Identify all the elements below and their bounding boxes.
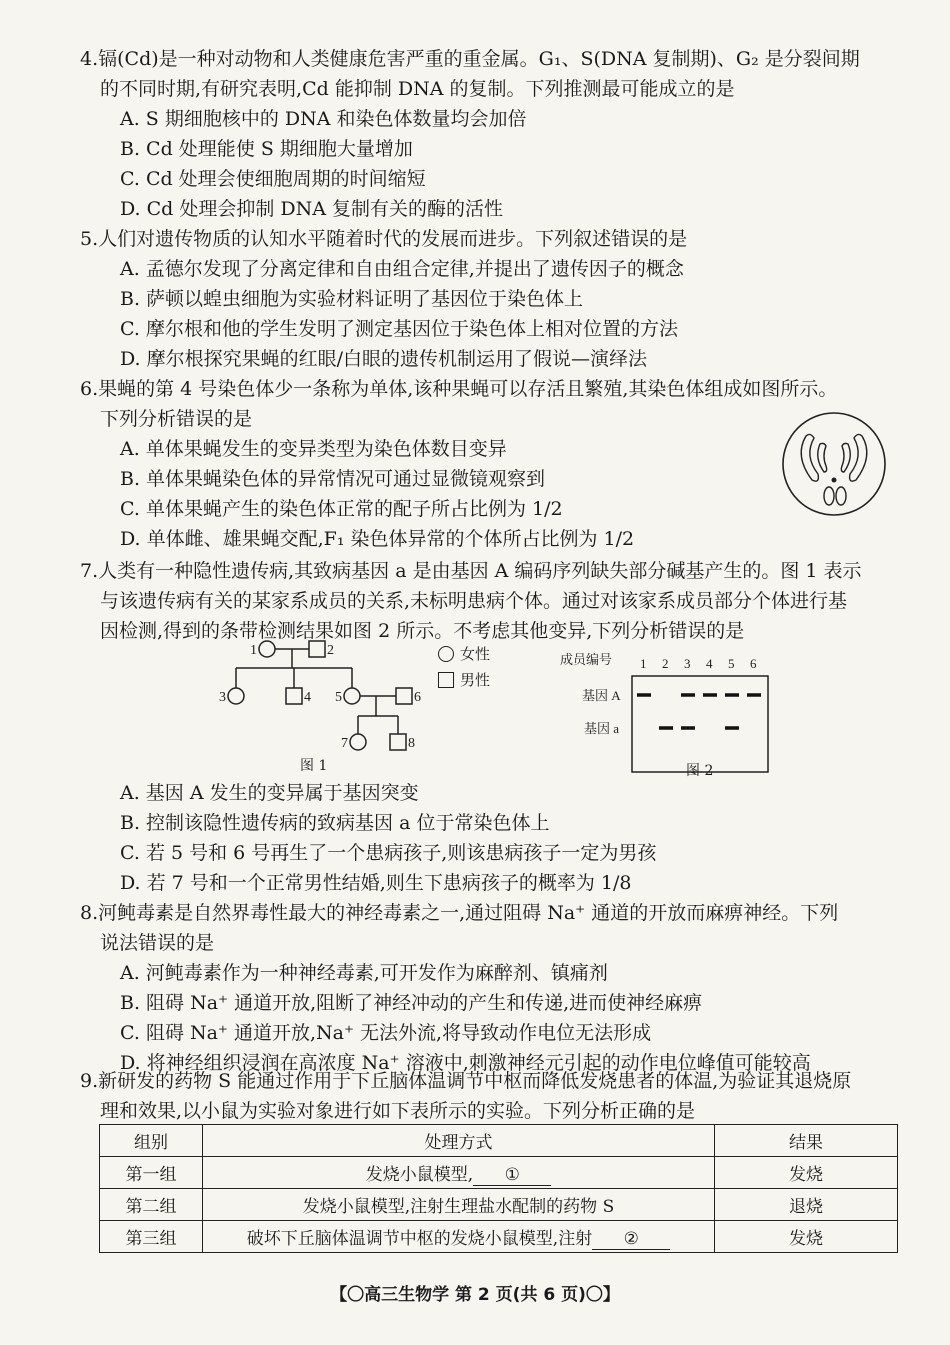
pedigree-label-2: 2 <box>327 643 334 658</box>
q7-stem-line2: 与该遗传病有关的某家系成员的关系,未标明患病个体。通过对该家系成员部分个体进行基 <box>100 590 848 612</box>
chromosome-dot <box>832 478 837 483</box>
row1-treatment: 发烧小鼠模型, <box>365 1164 474 1185</box>
question-9 <box>80 1066 915 1126</box>
legend-female: 女性 <box>460 645 491 663</box>
q8-stem-line2: 说法错误的是 <box>100 932 215 954</box>
q5-option-d: D. 摩尔根探究果蝇的红眼/白眼的遗传机制运用了假说—演绎法 <box>120 348 648 370</box>
pedigree-member-5 <box>344 688 360 704</box>
table-header-result: 结果 <box>715 1125 898 1157</box>
q7-stem-line3: 因检测,得到的条带检测结果如图 2 所示。不考虑其他变异,下列分析错误的是 <box>100 620 745 642</box>
pedigree-member-2 <box>309 641 325 657</box>
q4-stem-line2: 的不同时期,有研究表明,Cd 能抑制 DNA 的复制。下列推测最可能成立的是 <box>100 78 735 100</box>
q6-stem-line1: 6.果蝇的第 4 号染色体少一条称为单体,该种果蝇可以存活且繁殖,其染色体组成如图所示。 <box>80 378 838 400</box>
row3-treatment: 破坏下丘脑体温调节中枢的发烧小鼠模型,注射 <box>246 1228 593 1249</box>
gel-band-figure <box>560 648 780 778</box>
pedigree-label-5: 5 <box>335 690 342 705</box>
q6-option-b: B. 单体果蝇染色体的异常情况可通过显微镜观察到 <box>120 468 546 490</box>
table-header-treatment: 处理方式 <box>203 1125 715 1157</box>
question-7-options <box>80 778 915 898</box>
q5-option-b: B. 萨顿以蝗虫细胞为实验材料证明了基因位于染色体上 <box>120 288 584 310</box>
q7-option-c: C. 若 5 号和 6 号再生了一个患病孩子,则该患病孩子一定为男孩 <box>120 842 657 864</box>
table-row <box>100 1189 898 1221</box>
question-8 <box>80 898 915 1078</box>
table-header-row <box>100 1125 898 1157</box>
gel-row-a-upper: 基因 A <box>582 688 621 703</box>
q5-option-a: A. 孟德尔发现了分离定律和自由组合定律,并提出了遗传因子的概念 <box>120 258 684 280</box>
row1-treatment-cell <box>203 1157 715 1189</box>
question-4 <box>80 44 915 224</box>
chromosome-left-outer <box>801 434 818 481</box>
gel-member-1: 1 <box>640 656 647 671</box>
pedigree-member-4 <box>286 688 302 704</box>
chromosome-small-2 <box>836 487 846 505</box>
q8-option-d: D. 将神经组织浸润在高浓度 Na⁺ 溶液中,刺激神经元引起的动作电位峰值可能较高 <box>120 1052 811 1074</box>
pedigree-member-8 <box>390 734 406 750</box>
experiment-table <box>99 1124 898 1253</box>
figure-1-caption: 图 1 <box>300 758 328 774</box>
pedigree-label-1: 1 <box>250 643 257 658</box>
gel-box <box>632 676 768 772</box>
q5-option-c: C. 摩尔根和他的学生发明了测定基因位于染色体上相对位置的方法 <box>120 318 678 340</box>
row1-result: 发烧 <box>715 1157 898 1189</box>
row3-result: 发烧 <box>715 1221 898 1253</box>
pedigree-label-8: 8 <box>408 736 415 751</box>
gel-row-a-lower: 基因 a <box>584 721 620 736</box>
question-7 <box>80 556 915 646</box>
q4-option-b: B. Cd 处理能使 S 期细胞大量增加 <box>120 138 413 160</box>
q9-stem-line1: 9.新研发的药物 S 能通过作用于下丘脑体温调节中枢而降低发烧患者的体温,为验证其退烧原 <box>80 1070 852 1092</box>
chromosome-cell-figure <box>780 410 888 518</box>
row3-treatment-cell <box>203 1221 715 1253</box>
pedigree-member-6 <box>396 688 412 704</box>
q6-option-a: A. 单体果蝇发生的变异类型为染色体数目变异 <box>120 438 507 460</box>
pedigree-label-3: 3 <box>219 690 226 705</box>
pedigree-member-7 <box>350 734 366 750</box>
table-row <box>100 1221 898 1253</box>
chromosome-right-inner <box>841 443 850 472</box>
q8-stem-line1: 8.河鲀毒素是自然界毒性最大的神经毒素之一,通过阻碍 Na⁺ 通道的开放而麻痹神经。下列 <box>80 902 839 924</box>
q9-stem-line2: 理和效果,以小鼠为实验对象进行如下表所示的实验。下列分析正确的是 <box>100 1100 696 1122</box>
figure-2-caption: 图 2 <box>686 763 714 779</box>
row1-group: 第一组 <box>100 1157 203 1189</box>
q7-option-b: B. 控制该隐性遗传病的致病基因 a 位于常染色体上 <box>120 812 550 834</box>
female-symbol-icon <box>438 646 454 662</box>
gel-header: 成员编号 <box>560 652 613 667</box>
q8-option-a: A. 河鲀毒素作为一种神经毒素,可开发作为麻醉剂、镇痛剂 <box>120 962 608 984</box>
row3-group: 第三组 <box>100 1221 203 1253</box>
q5-stem: 5.人们对遗传物质的认知水平随着时代的发展而进步。下列叙述错误的是 <box>80 228 688 250</box>
gel-member-2: 2 <box>662 656 669 671</box>
q6-stem-line2: 下列分析错误的是 <box>100 408 253 430</box>
q4-option-d: D. Cd 处理会抑制 DNA 复制有关的酶的活性 <box>120 198 504 220</box>
row1-blank: ① <box>473 1165 551 1186</box>
q6-option-c: C. 单体果蝇产生的染色体正常的配子所占比例为 1/2 <box>120 498 563 520</box>
gel-member-4: 4 <box>706 656 713 671</box>
pedigree-legend <box>438 641 490 693</box>
chromosome-small-1 <box>824 487 834 505</box>
pedigree-label-6: 6 <box>414 690 421 705</box>
gel-member-6: 6 <box>750 656 757 671</box>
male-symbol-icon <box>438 672 454 688</box>
q7-option-d: D. 若 7 号和一个正常男性结婚,则生下患病孩子的概率为 1/8 <box>120 872 632 894</box>
row2-treatment: 发烧小鼠模型,注射生理盐水配制的药物 S <box>203 1189 715 1221</box>
q6-option-d: D. 单体雌、雄果蝇交配,F₁ 染色体异常的个体所占比例为 1/2 <box>120 528 635 550</box>
q4-stem-line1: 4.镉(Cd)是一种对动物和人类健康危害严重的重金属。G₁、S(DNA 复制期)、G₂ 是分裂间期 <box>80 48 860 70</box>
row2-group: 第二组 <box>100 1189 203 1221</box>
row3-blank: ② <box>592 1229 670 1250</box>
page-footer: 【〇高三生物学 第 2 页(共 6 页)〇】 <box>330 1285 620 1305</box>
pedigree-member-3 <box>228 688 244 704</box>
q7-stem-line1: 7.人类有一种隐性遗传病,其致病基因 a 是由基因 A 编码序列缺失部分碱基产生的。图 1 表示 <box>80 560 862 582</box>
table-row <box>100 1157 898 1189</box>
pedigree-member-1 <box>259 641 275 657</box>
legend-male: 男性 <box>460 671 491 689</box>
q8-option-b: B. 阻碍 Na⁺ 通道开放,阻断了神经冲动的产生和传递,进而使神经麻痹 <box>120 992 703 1014</box>
q8-option-c: C. 阻碍 Na⁺ 通道开放,Na⁺ 无法外流,将导致动作电位无法形成 <box>120 1022 652 1044</box>
gel-member-5: 5 <box>728 656 735 671</box>
gel-member-3: 3 <box>684 656 691 671</box>
chromosome-right-outer <box>850 434 867 481</box>
q4-option-c: C. Cd 处理会使细胞周期的时间缩短 <box>120 168 426 190</box>
table-header-group: 组别 <box>100 1125 203 1157</box>
question-5 <box>80 224 915 374</box>
q7-option-a: A. 基因 A 发生的变异属于基因突变 <box>120 782 419 804</box>
q4-option-a: A. S 期细胞核中的 DNA 和染色体数量均会加倍 <box>120 108 527 130</box>
pedigree-label-4: 4 <box>304 690 311 705</box>
chromosome-left-inner <box>818 443 827 472</box>
pedigree-label-7: 7 <box>341 736 348 751</box>
row2-result: 退烧 <box>715 1189 898 1221</box>
